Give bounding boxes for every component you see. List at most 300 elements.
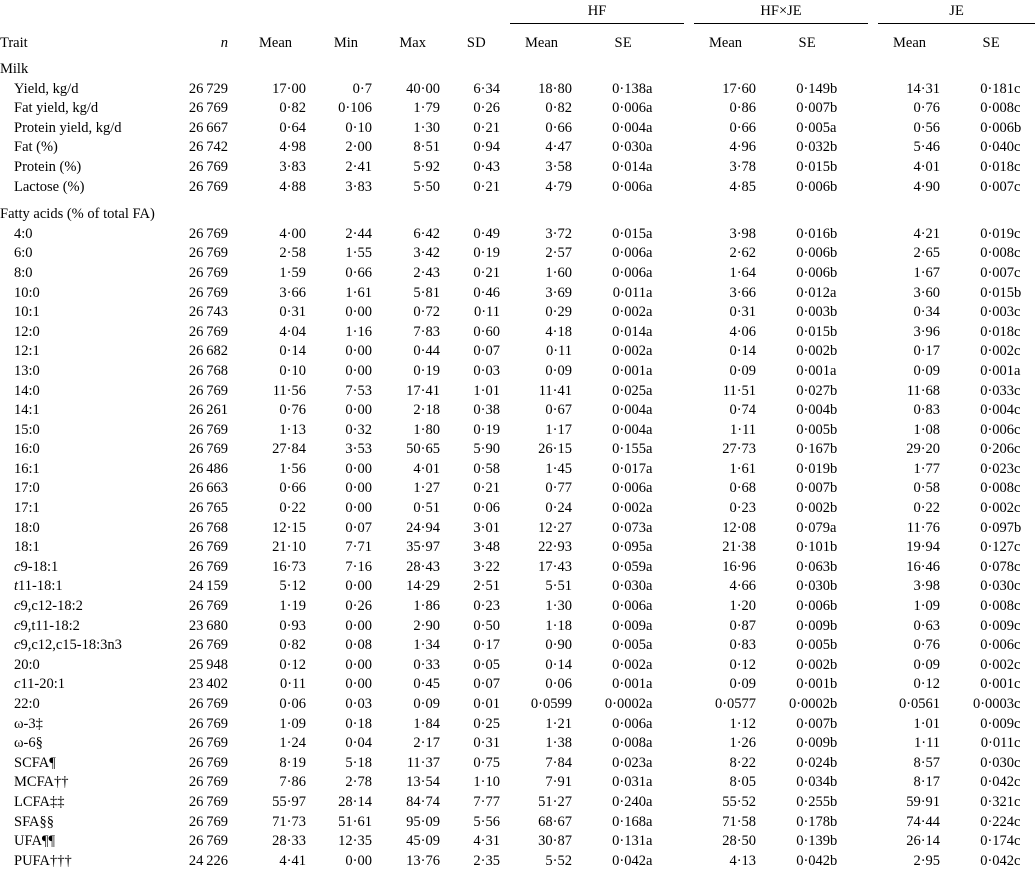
row-je-se: 0·008 (980, 100, 1015, 117)
row-hfje-se: 0·015 (796, 158, 831, 175)
row-sd: 0·21 (473, 264, 500, 281)
row-hfje-significance-letter: b (830, 833, 838, 850)
row-hfje-mean: 11·51 (722, 382, 757, 399)
row-je-se: 0·009 (980, 715, 1015, 732)
row-hfje-se: 0·006 (796, 264, 831, 281)
row-je-se: 0·008 (980, 245, 1015, 262)
row-gap-3 (868, 479, 878, 499)
row-hfje-significance-letter: a (830, 119, 837, 136)
row-min: 0·00 (345, 343, 372, 360)
row-hfje-mean: 17·60 (722, 80, 757, 97)
row-max: 17·41 (406, 382, 440, 399)
row-n: 26 769 (188, 715, 228, 732)
row-gap-1 (500, 754, 510, 774)
row-gap-1 (500, 440, 510, 460)
table-row (0, 80, 1035, 100)
table-row (0, 264, 1035, 284)
row-mean: 7·86 (279, 774, 306, 791)
section-title: Milk (0, 61, 29, 77)
row-je-mean: 3·96 (913, 323, 941, 340)
row-hfje-se: 0·005 (796, 421, 831, 438)
row-min: 28·14 (338, 793, 372, 810)
row-hf-se: 0·017 (612, 460, 646, 477)
row-je-mean: 1·01 (913, 715, 941, 732)
row-gap-1 (500, 558, 510, 578)
row-mean: 21·10 (272, 539, 306, 556)
group-spacer-1 (500, 0, 510, 24)
row-hf-se: 0·005 (612, 637, 646, 654)
row-mean: 0·31 (279, 304, 306, 321)
row-hf-significance-letter: a (646, 80, 653, 97)
row-gap-2 (684, 499, 694, 519)
row-max: 0·44 (413, 343, 440, 360)
row-sd: 3·01 (473, 519, 500, 536)
row-je-se: 0·206 (980, 441, 1015, 458)
row-max: 13·76 (406, 852, 440, 869)
row-je-significance-letter: c (1014, 100, 1021, 117)
row-max: 11·37 (406, 754, 440, 771)
row-hf-se: 0·006 (612, 264, 646, 281)
row-n: 26 769 (188, 382, 228, 399)
row-max: 0·33 (413, 656, 440, 673)
row-je-significance-letter: c (1014, 735, 1021, 752)
row-max: 35·97 (406, 539, 440, 556)
row-n: 26 769 (188, 158, 228, 175)
row-je-se: 0·002 (980, 656, 1015, 673)
row-mean: 0·93 (279, 617, 306, 634)
row-je-se: 0·001 (980, 676, 1015, 693)
row-hf-mean: 1·45 (545, 460, 572, 477)
row-hfje-mean: 0·83 (729, 637, 757, 654)
row-hf-se: 0·031 (612, 774, 646, 791)
row-trait-label: 20:0 (14, 656, 40, 673)
row-gap-1 (500, 597, 510, 617)
row-hf-se: 0·073 (612, 519, 646, 536)
row-gap-1 (500, 499, 510, 519)
row-max: 1·86 (413, 598, 440, 615)
table-body (0, 60, 1035, 871)
row-hfje-se: 0·007 (796, 100, 831, 117)
row-gap-1 (500, 656, 510, 676)
row-gap-2 (684, 754, 694, 774)
column-header-hfje-mean: Mean (709, 35, 743, 52)
row-gap-3 (868, 440, 878, 460)
row-je-significance-letter: c (1014, 852, 1021, 869)
row-max: 5·50 (413, 178, 440, 195)
row-hf-significance-letter: a (646, 852, 653, 869)
row-hf-se: 0·006 (612, 178, 646, 195)
row-gap-1 (500, 382, 510, 402)
row-trait-label: UFA¶¶ (14, 833, 56, 850)
row-min: 5·18 (345, 754, 372, 771)
row-je-se: 0·008 (980, 598, 1015, 615)
row-min: 3·83 (345, 178, 372, 195)
row-min: 0·106 (338, 100, 372, 117)
row-hf-se: 0·001 (612, 362, 646, 379)
row-hfje-mean: 1·26 (729, 735, 757, 752)
row-je-mean: 3·60 (913, 284, 941, 301)
row-hf-se: 0·004 (612, 402, 646, 419)
row-mean: 3·66 (279, 284, 306, 301)
row-max: 14·29 (406, 578, 440, 595)
row-sd: 0·75 (473, 754, 500, 771)
row-mean: 17·00 (272, 80, 306, 97)
row-hfje-significance-letter: a (830, 519, 837, 536)
row-sd: 0·11 (473, 304, 500, 321)
row-n: 26 769 (188, 539, 228, 556)
row-max: 95·09 (406, 813, 440, 830)
row-hf-mean: 68·67 (538, 813, 572, 830)
row-gap-1 (500, 519, 510, 539)
row-hf-significance-letter: a (646, 715, 653, 732)
row-gap-1 (500, 138, 510, 158)
row-hf-mean: 22·93 (538, 539, 572, 556)
row-mean: 4·98 (279, 139, 306, 156)
row-hf-se: 0·006 (612, 480, 646, 497)
row-min: 1·16 (345, 323, 372, 340)
row-trait-label: PUFA††† (14, 852, 72, 869)
row-hf-mean: 1·21 (545, 715, 572, 732)
row-gap-1 (500, 178, 510, 198)
row-hfje-mean: 0·23 (729, 500, 757, 517)
column-header-mean: Mean (258, 35, 292, 52)
row-min: 0·18 (345, 715, 372, 732)
row-gap-3 (868, 558, 878, 578)
column-header-min: Min (333, 35, 358, 52)
row-hf-se: 0·002 (612, 500, 646, 517)
row-je-significance-letter: c (1014, 382, 1021, 399)
row-hfje-mean: 8·05 (729, 774, 757, 791)
row-je-se: 0·078 (980, 558, 1015, 575)
row-gap-1 (500, 675, 510, 695)
row-sd: 3·48 (473, 539, 500, 556)
row-sd: 0·21 (473, 178, 500, 195)
row-hfje-significance-letter: b (830, 578, 838, 595)
row-hf-significance-letter: a (646, 656, 653, 673)
row-hf-se: 0·030 (612, 139, 646, 156)
row-hf-se: 0·002 (612, 343, 646, 360)
row-hf-significance-letter: a (646, 402, 653, 419)
row-hf-significance-letter: a (646, 637, 653, 654)
row-hf-mean: 1·17 (545, 421, 572, 438)
row-hfje-se: 0·101 (796, 539, 831, 556)
row-je-mean: 1·11 (914, 735, 941, 752)
row-hfje-significance-letter: b (830, 304, 838, 321)
table-row (0, 793, 1035, 813)
row-sd: 0·01 (473, 696, 500, 712)
row-hfje-significance-letter: b (830, 441, 838, 458)
row-je-se: 0·042 (980, 774, 1015, 791)
row-je-se: 0·042 (980, 852, 1015, 869)
row-hf-se: 0·002 (612, 656, 646, 673)
row-n: 26 769 (188, 754, 228, 771)
row-gap-1 (500, 225, 510, 245)
row-gap-1 (500, 793, 510, 813)
row-je-mean: 1·67 (913, 264, 941, 281)
row-mean: 2·58 (279, 245, 306, 262)
row-sd: 0·19 (473, 245, 500, 262)
table-row (0, 244, 1035, 264)
row-hf-mean: 4·79 (545, 178, 572, 195)
row-hf-mean: 4·47 (545, 139, 572, 156)
row-hfje-significance-letter: b (830, 793, 838, 810)
row-min: 0·00 (345, 656, 372, 673)
row-hfje-mean: 1·64 (729, 264, 757, 281)
row-je-significance-letter: c (1014, 715, 1021, 732)
row-max: 1·84 (413, 715, 440, 732)
row-mean: 4·00 (279, 225, 306, 242)
row-hf-significance-letter: a (646, 696, 653, 712)
row-hfje-significance-letter: b (830, 480, 838, 497)
row-max: 1·80 (413, 421, 440, 438)
row-min: 7·71 (345, 539, 372, 556)
row-hf-significance-letter: a (646, 480, 653, 497)
row-trait-label: SFA§§ (14, 813, 55, 830)
row-trait-label: Lactose (%) (14, 178, 85, 195)
row-hfje-se: 0·005 (796, 119, 831, 136)
row-hf-mean: 0·82 (545, 100, 572, 117)
row-gap-3 (868, 284, 878, 304)
row-gap-2 (684, 244, 694, 264)
row-je-mean: 0·76 (913, 100, 941, 117)
row-hf-se: 0·042 (612, 852, 646, 869)
row-hf-mean: 0·06 (545, 676, 572, 693)
row-hfje-mean: 0·09 (729, 676, 757, 693)
row-gap-2 (684, 138, 694, 158)
row-je-mean: 0·22 (913, 500, 941, 517)
row-hf-se: 0·138 (612, 80, 646, 97)
row-hfje-se: 0·003 (796, 304, 831, 321)
row-je-significance-letter: c (1014, 323, 1021, 340)
section-spacer (0, 197, 1035, 205)
row-hf-mean: 0·11 (545, 343, 572, 360)
row-sd: 0·21 (473, 480, 500, 497)
row-hfje-se: 0·079 (796, 519, 831, 536)
row-min: 0·10 (345, 119, 372, 136)
table-row (0, 538, 1035, 558)
row-je-mean: 0·83 (913, 402, 941, 419)
row-trait-label: Protein (%) (14, 158, 82, 175)
row-gap-3 (868, 852, 878, 871)
table-row (0, 342, 1035, 362)
row-je-se: 0·097 (980, 519, 1015, 536)
row-mean: 1·09 (279, 715, 306, 732)
row-gap-3 (868, 773, 878, 793)
row-hf-mean: 5·51 (545, 578, 572, 595)
row-je-mean: 3·98 (913, 578, 941, 595)
row-n: 26 742 (188, 139, 228, 156)
row-je-se: 0·007 (980, 178, 1015, 195)
row-je-se: 0·004 (980, 402, 1015, 419)
row-sd: 1·01 (473, 382, 500, 399)
row-je-significance-letter: c (1014, 774, 1021, 791)
row-gap-2 (684, 158, 694, 178)
row-je-se: 0·023 (980, 460, 1015, 477)
row-hf-mean: 11·41 (538, 382, 572, 399)
row-hfje-mean: 21·38 (722, 539, 757, 556)
row-hf-mean: 0·09 (545, 362, 572, 379)
row-trait-label: 16:0 (14, 441, 40, 458)
row-gap-2 (684, 538, 694, 558)
row-hfje-se: 0·027 (796, 382, 831, 399)
row-je-mean: 0·58 (913, 480, 941, 497)
row-gap-1 (500, 119, 510, 139)
row-gap-2 (684, 99, 694, 119)
row-min: 51·61 (338, 813, 372, 830)
row-gap-1 (500, 244, 510, 264)
row-hfje-mean: 4·13 (729, 852, 757, 869)
row-hfje-mean: 0·12 (729, 656, 757, 673)
row-hfje-significance-letter: b (830, 715, 838, 732)
row-trait-label: c9,c12-18:2 (14, 598, 83, 615)
row-mean: 28·33 (272, 833, 306, 850)
row-gap-3 (868, 99, 878, 119)
row-min: 0·00 (345, 362, 372, 379)
row-je-mean: 14·31 (906, 80, 941, 97)
row-hf-mean: 3·69 (545, 284, 572, 301)
row-sd: 5·56 (473, 813, 500, 830)
row-mean: 1·24 (279, 735, 306, 752)
row-je-se: 0·224 (980, 813, 1015, 830)
row-hf-se: 0·155 (612, 441, 646, 458)
row-hf-significance-letter: a (646, 158, 653, 175)
row-gap-2 (684, 519, 694, 539)
row-je-significance-letter: c (1014, 402, 1021, 419)
row-je-significance-letter: c (1014, 460, 1021, 477)
row-hfje-se: 0·034 (796, 774, 831, 791)
row-min: 0·32 (345, 421, 372, 438)
row-je-mean: 11·76 (906, 519, 941, 536)
row-hf-se: 0·168 (612, 813, 646, 830)
row-mean: 0·14 (279, 343, 306, 360)
row-hf-se: 0·059 (612, 558, 646, 575)
row-gap-1 (500, 577, 510, 597)
row-min: 0·00 (345, 304, 372, 321)
row-max: 0·19 (413, 362, 440, 379)
row-gap-1 (500, 715, 510, 735)
row-hf-se: 0·0002 (604, 696, 646, 712)
row-sd: 0·94 (473, 139, 500, 156)
row-hfje-significance-letter: b (830, 500, 838, 517)
row-hfje-se: 0·0002 (788, 696, 831, 712)
row-hf-significance-letter: a (646, 119, 653, 136)
row-mean: 4·88 (279, 178, 306, 195)
row-hfje-significance-letter: b (830, 225, 838, 242)
row-min: 0·00 (345, 578, 372, 595)
row-hfje-mean: 0·87 (729, 617, 757, 634)
row-je-mean: 29·20 (906, 441, 941, 458)
row-je-significance-letter: c (1014, 80, 1021, 97)
table-row (0, 656, 1035, 676)
row-je-mean: 8·17 (913, 774, 941, 791)
row-gap-2 (684, 793, 694, 813)
table-row (0, 813, 1035, 833)
row-hfje-se: 0·007 (796, 480, 831, 497)
row-hf-se: 0·023 (612, 754, 646, 771)
row-hf-mean: 0·90 (545, 637, 572, 654)
row-hf-mean: 26·15 (538, 441, 572, 458)
row-n: 25 948 (188, 656, 228, 673)
row-hfje-mean: 0·0577 (714, 696, 757, 712)
row-je-mean: 4·21 (913, 225, 941, 242)
row-hf-significance-letter: a (646, 774, 653, 791)
row-hfje-mean: 2·62 (729, 245, 757, 262)
table-row (0, 617, 1035, 637)
row-trait-label: 18:0 (14, 519, 40, 536)
row-hfje-se: 0·006 (796, 598, 831, 615)
row-gap-2 (684, 813, 694, 833)
row-je-se: 0·003 (980, 304, 1015, 321)
row-gap-3 (868, 158, 878, 178)
row-gap-1 (500, 342, 510, 362)
row-hfje-se: 0·032 (796, 139, 831, 156)
row-max: 1·34 (413, 637, 440, 654)
row-gap-1 (500, 636, 510, 656)
row-hf-mean: 3·58 (545, 158, 572, 175)
row-je-mean: 1·09 (913, 598, 941, 615)
row-hfje-significance-letter: a (830, 362, 837, 379)
row-min: 1·55 (345, 245, 372, 262)
row-hfje-se: 0·019 (796, 460, 831, 477)
row-je-significance-letter: c (1014, 500, 1021, 517)
row-gap-3 (868, 264, 878, 284)
column-header-hf-se: SE (614, 35, 632, 52)
column-header-row (0, 24, 1035, 61)
row-hfje-se: 0·002 (796, 343, 831, 360)
table-row (0, 519, 1035, 539)
row-hf-significance-letter: a (646, 264, 653, 281)
row-hfje-significance-letter: b (830, 264, 838, 281)
table-row (0, 675, 1035, 695)
row-gap-3 (868, 597, 878, 617)
row-je-significance-letter: b (1014, 119, 1022, 136)
row-mean: 12·15 (272, 519, 306, 536)
row-hf-significance-letter: a (646, 598, 653, 615)
table-row (0, 401, 1035, 421)
row-hf-mean: 2·57 (545, 245, 572, 262)
row-n: 26 769 (188, 696, 228, 712)
row-hfje-mean: 8·22 (729, 754, 757, 771)
row-n: 26 765 (188, 500, 228, 517)
table-row (0, 499, 1035, 519)
row-hf-mean: 0·14 (545, 656, 572, 673)
row-hfje-significance-letter: b (830, 598, 838, 615)
row-n: 26 768 (188, 362, 228, 379)
row-hfje-se: 0·002 (796, 500, 831, 517)
table-row (0, 715, 1035, 735)
row-je-significance-letter: c (1014, 421, 1021, 438)
row-gap-1 (500, 538, 510, 558)
row-min: 0·00 (345, 676, 372, 693)
row-je-mean: 26·14 (906, 833, 941, 850)
row-mean: 0·06 (279, 696, 306, 712)
row-mean: 27·84 (272, 441, 306, 458)
row-hf-se: 0·131 (612, 833, 646, 850)
table-row (0, 636, 1035, 656)
row-gap-1 (500, 158, 510, 178)
column-header-hf-mean: Mean (524, 35, 558, 52)
row-max: 3·42 (413, 245, 440, 262)
column-header-trait: Trait (0, 35, 28, 52)
row-gap-2 (684, 421, 694, 441)
row-hf-significance-letter: a (646, 519, 653, 536)
row-trait-label: SCFA¶ (14, 754, 56, 771)
row-hf-significance-letter: a (646, 100, 653, 117)
row-max: 0·72 (413, 304, 440, 321)
row-gap-2 (684, 460, 694, 480)
row-max: 45·09 (406, 833, 440, 850)
row-gap-2 (684, 362, 694, 382)
